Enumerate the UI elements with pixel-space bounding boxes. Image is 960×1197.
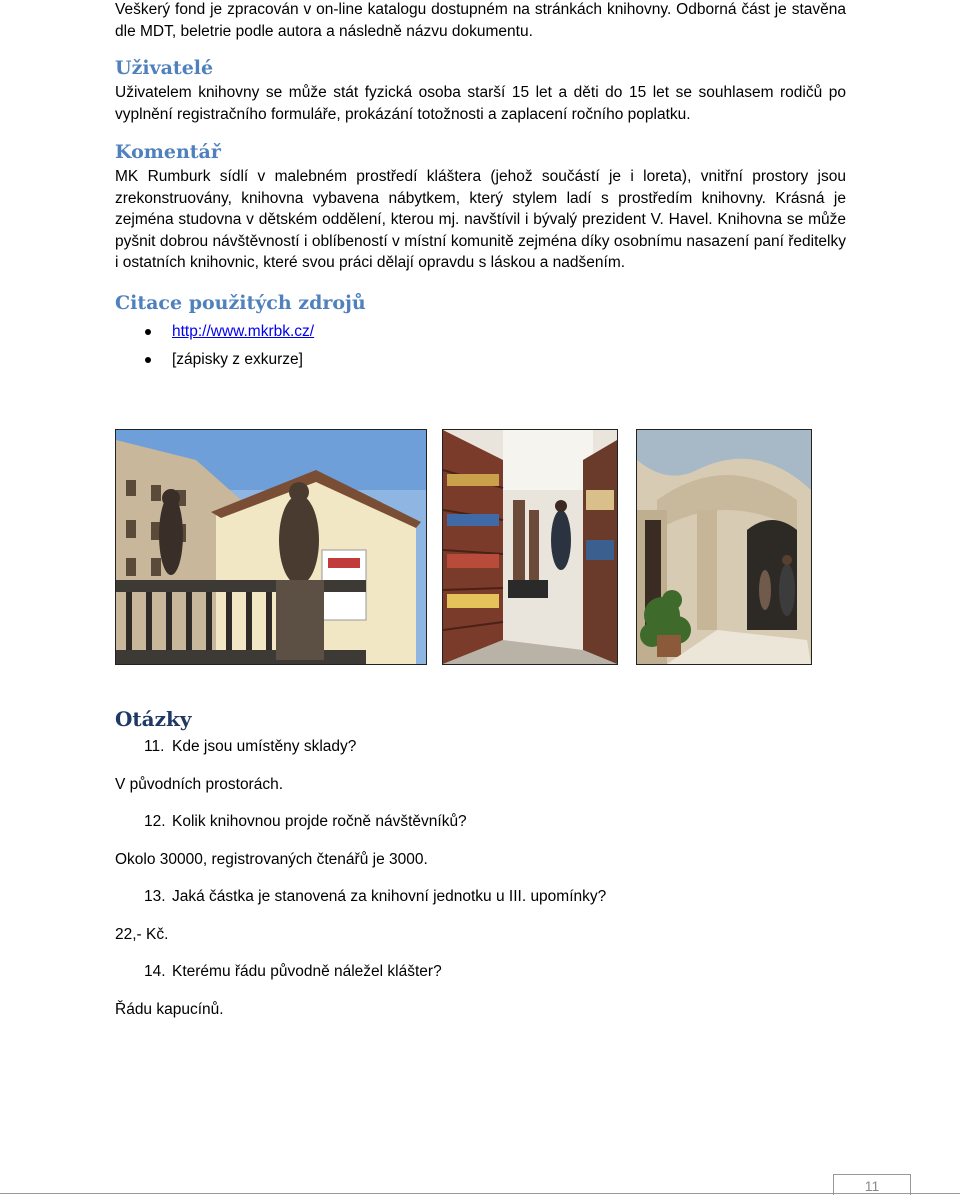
photo-library-shelves-icon xyxy=(443,430,617,664)
answer-text: Řádu kapucínů. xyxy=(115,1001,224,1018)
comment-heading: Komentář xyxy=(115,141,221,163)
page-number: 11 xyxy=(833,1174,911,1195)
photo-cloister-corridor-icon xyxy=(637,430,811,664)
intro-paragraph: Veškerý fond je zpracován v on-line katalogu dostupném na stránkách knihovny. Odborná část je stavěna dle MDT, beletrie podle autora a následně názvu dokumentu. xyxy=(115,1,846,40)
photo-exterior-icon xyxy=(116,430,426,664)
question-item xyxy=(144,737,356,757)
sources-heading: Citace použitých zdrojů xyxy=(115,291,366,314)
question-text: Jaká částka je stanovená za knihovní jednotku u III. upomínky? xyxy=(172,888,607,905)
question-text: Kterému řádu původně náležel klášter? xyxy=(172,963,442,980)
source-item[interactable] xyxy=(115,318,846,346)
photo-library-shelves xyxy=(442,429,618,665)
photo-strip xyxy=(115,429,815,665)
photo-exterior xyxy=(115,429,427,665)
question-number: 12. xyxy=(144,813,166,830)
question-item xyxy=(144,887,606,907)
sources-list xyxy=(115,318,846,374)
footer-divider xyxy=(0,1193,960,1194)
question-item xyxy=(144,812,467,832)
source-text: [zápisky z exkurze] xyxy=(172,350,303,368)
question-text: Kde jsou umístěny sklady? xyxy=(172,738,357,755)
users-paragraph: Uživatelem knihovny se může stát fyzická osoba starší 15 let a děti do 15 let se souhlasem rodičů po vyplnění registračního formuláře, prokázání totožnosti a zaplacení ročního poplatku. xyxy=(115,84,846,123)
question-number: 11. xyxy=(144,738,165,755)
question-number: 14. xyxy=(144,963,166,980)
answer-text: 22,- Kč. xyxy=(115,926,169,943)
answer-text: Okolo 30000, registrovaných čtenářů je 3000. xyxy=(115,851,428,868)
source-item xyxy=(115,346,846,374)
document-page xyxy=(115,0,846,374)
comment-paragraph: MK Rumburk sídlí v malebném prostředí kláštera (jehož součástí je i loreta), vnitřní prostory jsou zrekonstruovány, knihovna vybavena nábytkem, který stylem ladí s prostředím knihovny. Krásná je zejména studovna v dětském oddělení, kterou mj. navštívil i bývalý prezident V. Havel. Knihovna se může pyšnit dobrou návštěvností i oblíbeností v místní komunitě zejména díky osobnímu nasazení paní ředitelky i ostatních knihovnic, které svou práci dělají opravdu s láskou a nadšením. xyxy=(115,168,846,271)
question-text: Kolik knihovnou projde ročně návštěvníků? xyxy=(172,813,467,830)
question-item xyxy=(144,962,442,982)
users-heading: Uživatelé xyxy=(115,57,214,79)
source-link[interactable]: http://www.mkrbk.cz/ xyxy=(172,322,315,340)
answer-text: V původních prostorách. xyxy=(115,776,284,793)
question-number: 13. xyxy=(144,888,166,905)
questions-heading: Otázky xyxy=(115,707,192,731)
photo-cloister-corridor xyxy=(636,429,812,665)
